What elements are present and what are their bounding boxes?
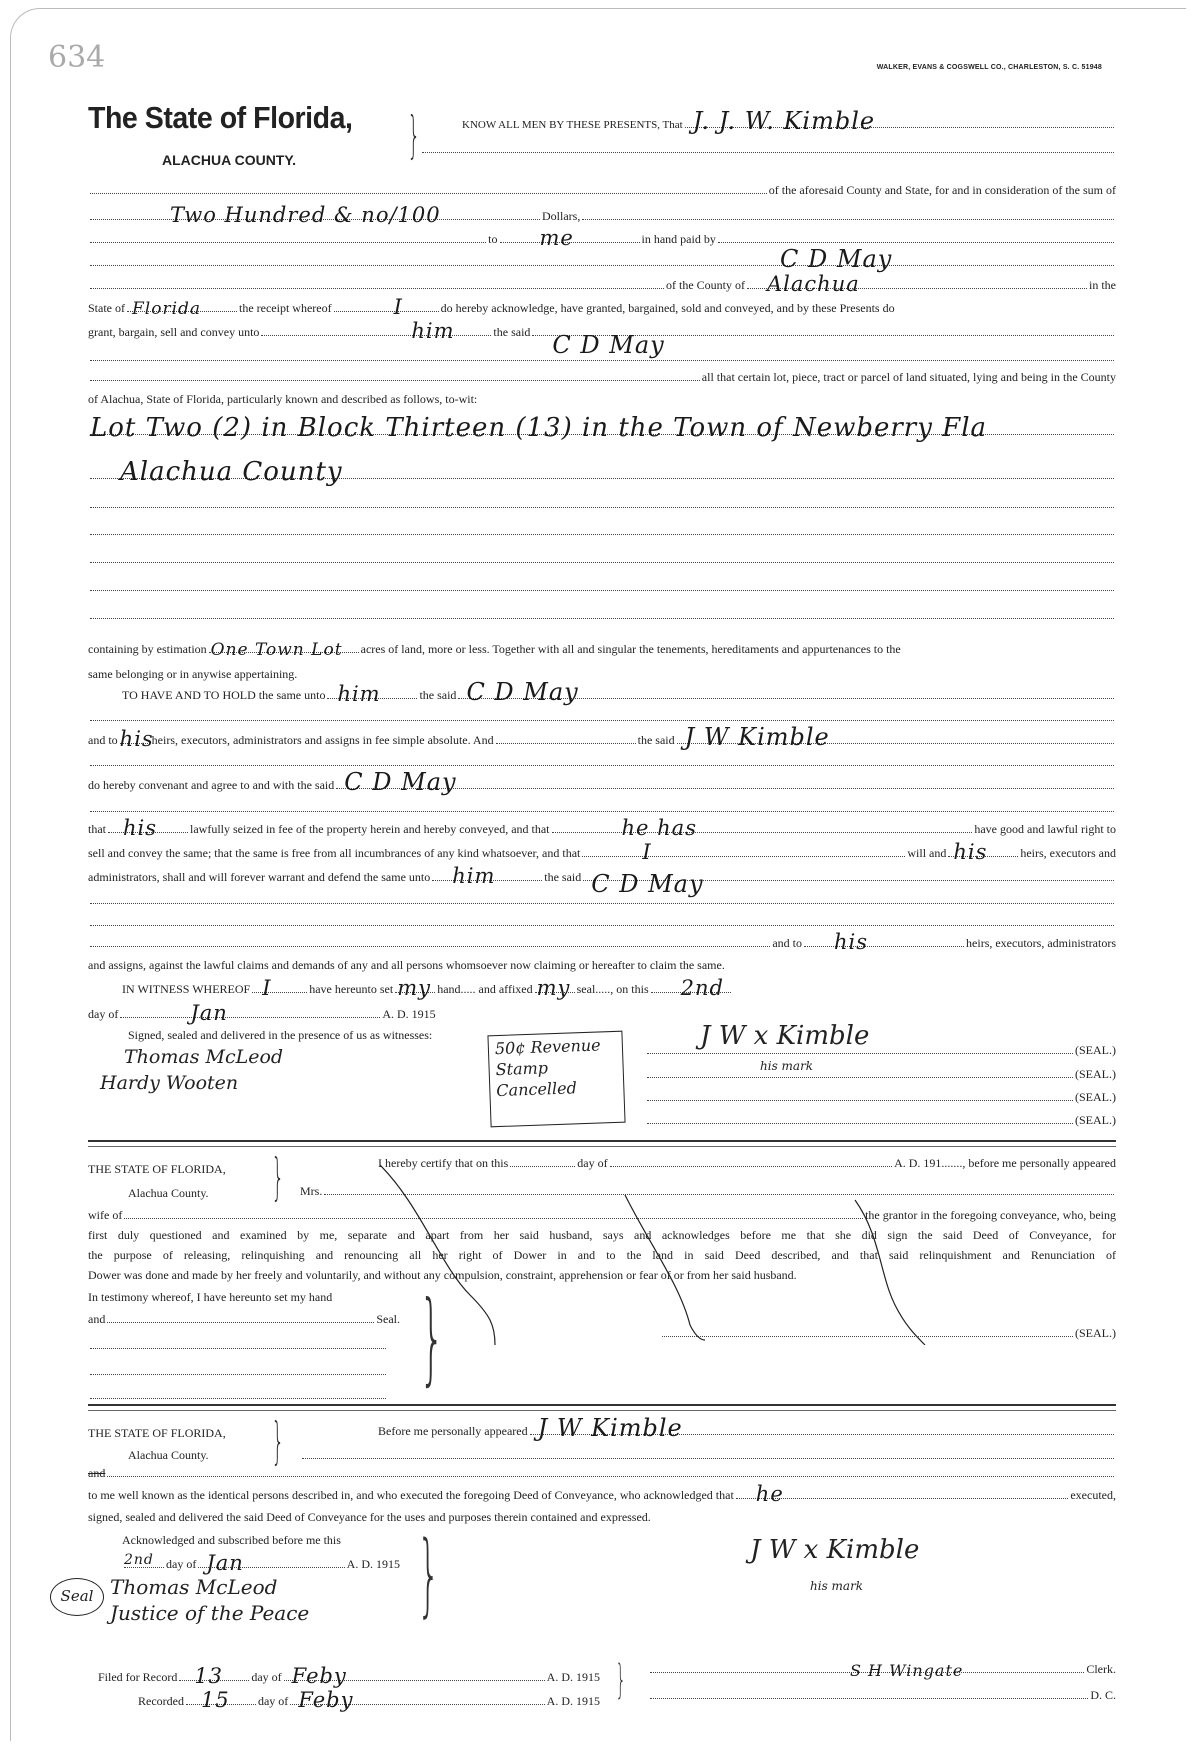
row-blank: [88, 801, 1116, 812]
witness-signature: Thomas McLeod: [124, 1046, 284, 1068]
row-blank: C D May: [88, 255, 1116, 266]
row-blank: [88, 893, 1116, 904]
row-sell: sell and convey the same; that the same is free from all incumbrances of any kind whatsoever, and that I will and his heirs, executors and: [88, 840, 1116, 865]
blank-line: [88, 1388, 388, 1399]
county-heading: ALACHUA COUNTY.: [162, 152, 297, 168]
row-desc1: Lot Two (2) in Block Thirteen (13) in the Town of Newberry Fla: [88, 424, 1116, 435]
dower-certify: I hereby certify that on this day of A. D. 191......., before me personally appeared: [378, 1156, 1116, 1170]
row-to-have: TO HAVE AND TO HOLD the same unto him the said C D May: [122, 688, 1116, 703]
ack-and: and: [88, 1466, 1116, 1481]
row-blank: [88, 524, 1116, 535]
row-consideration: of the aforesaid County and State, for and in consideration of the sum of: [88, 183, 1116, 198]
row-belonging: same belonging or in anywise appertaining.: [88, 667, 298, 681]
dower-seal-line: (SEAL.): [660, 1326, 1116, 1341]
page-number: 634: [48, 40, 106, 75]
justice-title: Justice of the Peace: [110, 1601, 310, 1625]
know-all-line: KNOW ALL MEN BY THESE PRESENTS, That J. J. W. Kimble: [462, 117, 1116, 131]
dower-p2: the purpose of releasing, relinquishing and renouncing all her right of Dower in and to the land in said Deed described, and that said relinquishment and Renunciation of: [88, 1248, 1116, 1262]
his-mark: his mark: [810, 1579, 864, 1593]
row-containing: containing by estimation One Town Lot acres of land, more or less. Together with all and singular the tenements, hereditaments and appurtenances to the: [88, 639, 901, 660]
dower-p1: first duly questioned and examined by me, separate and apart from her said husband, says and acknowledges before me that she did sign the said Deed of Conveyance, for: [88, 1228, 1116, 1242]
row-described: of Alachua, State of Florida, particularly known and described as follows, to-wit:: [88, 392, 478, 406]
row-assigns: and assigns, against the lawful claims and demands of any and all persons whomsoever now claiming or hereafter to claim the same.: [88, 958, 725, 972]
row-blank: [88, 350, 1116, 361]
blank-line: [88, 1364, 388, 1375]
row-blank: [88, 755, 1116, 766]
row-blank: [88, 580, 1116, 591]
brace: }: [419, 1279, 445, 1396]
section-divider: [88, 1404, 1116, 1411]
grantor-signature: J W x Kimble: [750, 1535, 920, 1565]
row-signed: Signed, sealed and delivered in the presence of us as witnesses:: [128, 1028, 433, 1042]
ack-state: THE STATE OF FLORIDA,: [88, 1426, 226, 1440]
recorded-line: Recorded 15 day of Feby A. D. 1915: [138, 1688, 600, 1713]
ack-signed: signed, sealed and delivered the said Deed of Conveyance for the uses and purposes therein contained and expressed.: [88, 1510, 651, 1524]
document-title: The State of Florida,: [88, 100, 353, 135]
justice-signature: Thomas McLeod: [110, 1575, 278, 1599]
dower-state: THE STATE OF FLORIDA,: [88, 1162, 226, 1176]
seal-line: (SEAL.): [645, 1043, 1116, 1058]
ack-before: Before me personally appeared J W Kimble: [378, 1424, 1116, 1439]
row-blank: [88, 608, 1116, 619]
brace: }: [271, 1412, 285, 1470]
row-and-to: and to his heirs, executors, administrators: [88, 936, 1116, 951]
clerk-line: S H Wingate Clerk.: [648, 1662, 1116, 1677]
brace: }: [417, 1522, 441, 1627]
dower-testimony: In testimony whereof, I have hereunto set my hand: [88, 1290, 333, 1304]
seal-line: (SEAL.): [645, 1067, 1116, 1082]
ack-day: 2nd day of Jan A. D. 1915: [124, 1551, 400, 1576]
row-blank: [88, 710, 1116, 721]
row-blank: [88, 915, 1116, 926]
ack-county: Alachua County.: [128, 1448, 209, 1462]
printer-imprint: WALKER, EVANS & COGSWELL CO., CHARLESTON, S. C. 51948: [876, 64, 1102, 71]
ack-subscribed: Acknowledged and subscribed before me this: [122, 1533, 341, 1547]
blank-line: [420, 142, 1116, 153]
witness-signature: Hardy Wooten: [100, 1072, 239, 1094]
seal-line: (SEAL.): [645, 1090, 1116, 1105]
blank-line: [88, 1338, 388, 1349]
row-covenant: do hereby convenant and agree to and with the said C D May: [88, 778, 1116, 793]
row-state: State of Florida the receipt whereof I do hereby acknowledge, have granted, bargained, sold and conveyed, and by these Presents do: [88, 295, 895, 320]
row-heirs: and to his heirs, executors, administrators and assigns in fee simple absolute. And the said J W Kimble: [88, 733, 1116, 748]
row-desc2: Alachua County: [88, 468, 1116, 479]
row-blank: [88, 552, 1116, 563]
cancellation-strokes: [380, 1165, 1000, 1345]
blank-line: [300, 1448, 1116, 1459]
revenue-stamp: 50¢ Revenue Stamp Cancelled: [487, 1031, 625, 1128]
seal-mark: Seal: [50, 1578, 104, 1616]
ack-known: to me well known as the identical persons described in, and who executed the foregoing Deed of Conveyance, who acknowledged that he executed,: [88, 1482, 1116, 1507]
dower-wife: wife of the grantor in the foregoing conveyance, who, being: [88, 1208, 1116, 1222]
dower-mrs: Mrs.: [300, 1184, 1116, 1199]
row-admins: administrators, shall and will forever warrant and defend the same unto him the said C D May: [88, 870, 1116, 885]
row-to: to me in hand paid by: [88, 232, 1116, 247]
seal-line: (SEAL.): [645, 1113, 1116, 1128]
grantor-signature: J W x Kimble: [700, 1021, 870, 1051]
dower-and-seal: and Seal.: [88, 1312, 400, 1326]
dower-p3: Dower was done and made by her freely and voluntarily, and without any compulsion, constraint, apprehension or fear of or from her said husband.: [88, 1268, 797, 1282]
row-witness: IN WITNESS WHEREOF I have hereunto set my hand..... and affixed my seal....., on this 2nd: [122, 982, 1116, 997]
brace: }: [271, 1148, 285, 1206]
his-mark: his mark: [760, 1059, 814, 1073]
row-grant: grant, bargain, sell and convey unto him the said C D May: [88, 325, 1116, 340]
row-sum: Two Hundred & no/100 Dollars,: [88, 209, 1116, 224]
filed-line: Filed for Record 13 day of Feby A. D. 1915: [98, 1664, 600, 1689]
row-blank: [88, 497, 1116, 508]
row-county: of the County of Alachua in the: [88, 278, 1116, 293]
dc-line: D. C.: [648, 1688, 1116, 1703]
brace: }: [407, 106, 421, 164]
row-seized: that his lawfully seized in fee of the property herein and hereby conveyed, and that he has have good and lawful right to: [88, 816, 1116, 841]
row-all-that: all that certain lot, piece, tract or parcel of land situated, lying and being in the County: [88, 370, 1116, 385]
section-divider: [88, 1140, 1116, 1147]
brace: }: [615, 1657, 626, 1703]
row-day-of: day of Jan A. D. 1915: [88, 1001, 436, 1026]
dower-county: Alachua County.: [128, 1186, 209, 1200]
